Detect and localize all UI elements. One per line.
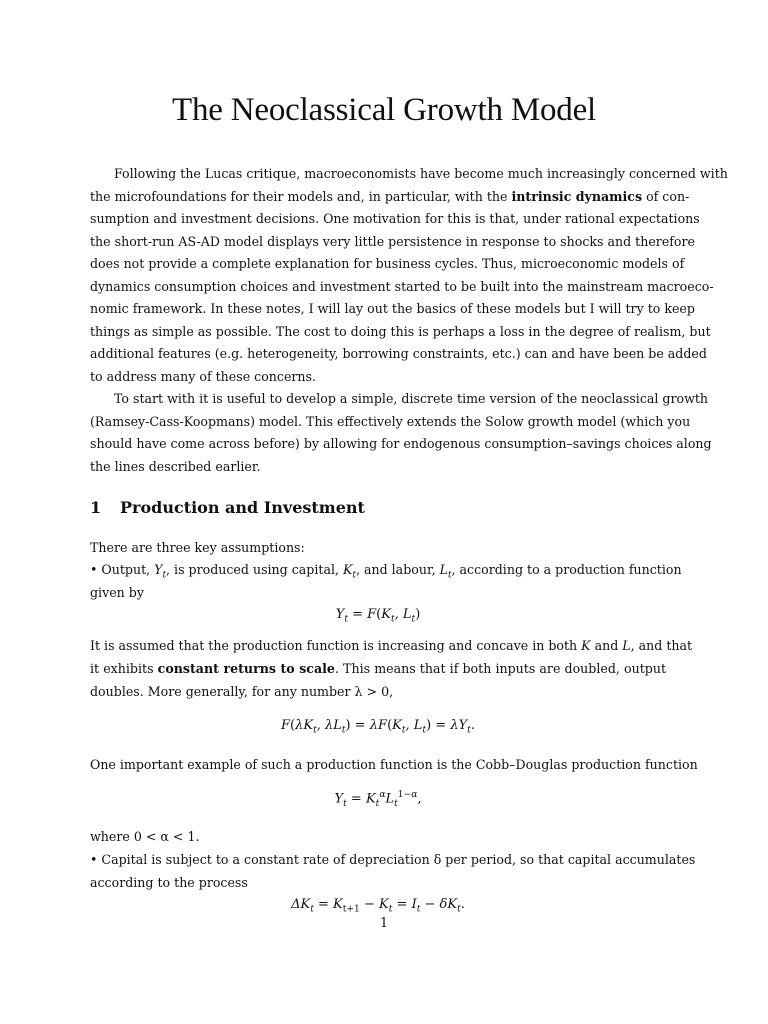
text-line: It is assumed that the production function is increasing and concave in both K and L, and that	[90, 638, 693, 653]
intro-paragraph	[90, 163, 728, 388]
bullet-output: • Output, $Y_t$, is produced using capital, $K_t$, and labour, $L_t$, according to a production function	[90, 562, 682, 581]
page-title: The Neoclassical Growth Model	[172, 92, 596, 128]
text-line: To start with it is useful to develop a simple, discrete time version of the neoclassical growth	[114, 391, 709, 406]
text-line: things as simple as possible. The cost to doing this is perhaps a loss in the degree of realism, but	[90, 323, 711, 339]
text-line: (Ramsey-Cass-Koopmans) model. This effectively extends the Solow growth model (which you	[90, 413, 691, 429]
section-heading	[90, 498, 365, 517]
second-paragraph	[90, 388, 712, 478]
text-line: should have come across before) by allowing for endogenous consumption–savings choices along	[90, 436, 712, 451]
assumptions-intro: There are three key assumptions:	[90, 540, 305, 555]
text-line: doubles. More generally, for any number λ > 0,	[90, 684, 394, 699]
equation-constant-returns: $F(\lambda K_t$, $\lambda L_t) = \lambda F(K_t$, $L_t) = \lambda Y_t$.	[281, 718, 475, 736]
section-number: 1	[90, 498, 102, 517]
text-line: Following the Lucas critique, macroeconomists have become much increasingly concerned with	[114, 166, 728, 181]
text-line: sumption and investment decisions. One motivation for this is that, under rational expectations	[90, 211, 700, 226]
text-line: One important example of such a production function is the Cobb–Douglas production function	[90, 757, 698, 772]
text-line: additional features (e.g. heterogeneity, borrowing constraints, etc.) can and have been be added	[90, 346, 707, 361]
equation-cobb-douglas: $Y_t = K_t^\alpha L_t^{1-\alpha}$,	[334, 790, 422, 809]
text-line: where 0 < α < 1.	[90, 829, 200, 844]
text-line: does not provide a complete explanation for business cycles. Thus, microeconomic models of	[90, 256, 685, 271]
text-line: according to the process	[90, 875, 248, 890]
text-line: given by	[90, 585, 144, 600]
text-line: the microfoundations for their models and, in particular, with the intrinsic dynamics of con-	[90, 188, 690, 204]
equation-production-function: $Y_t = F(K_t$, $L_t$)	[335, 607, 421, 625]
equation-capital-accumulation: $\Delta K_t = K_{t+1} - K_t = I_t - \delta K_t$.	[291, 897, 465, 915]
text-line: the lines described earlier.	[90, 458, 261, 474]
emphasis-constant-returns: constant returns to scale	[157, 661, 335, 676]
text-line: dynamics consumption choices and investment started to be built into the mainstream macroeco-	[90, 278, 714, 294]
text-line: to address many of these concerns.	[90, 368, 316, 384]
text-line: nomic framework. In these notes, I will lay out the basics of these models but I will try to keep	[90, 301, 695, 316]
bullet-capital: • Capital is subject to a constant rate of depreciation δ per period, so that capital accumulates	[90, 852, 696, 867]
text-line: the short-run AS-AD model displays very little persistence in response to shocks and therefore	[90, 233, 695, 249]
page-number: 1	[379, 915, 388, 930]
text-line: it exhibits constant returns to scale. This means that if both inputs are doubled, output	[90, 661, 667, 676]
section-title: Production and Investment	[120, 498, 365, 517]
emphasis-intrinsic-dynamics: intrinsic dynamics	[511, 188, 643, 204]
